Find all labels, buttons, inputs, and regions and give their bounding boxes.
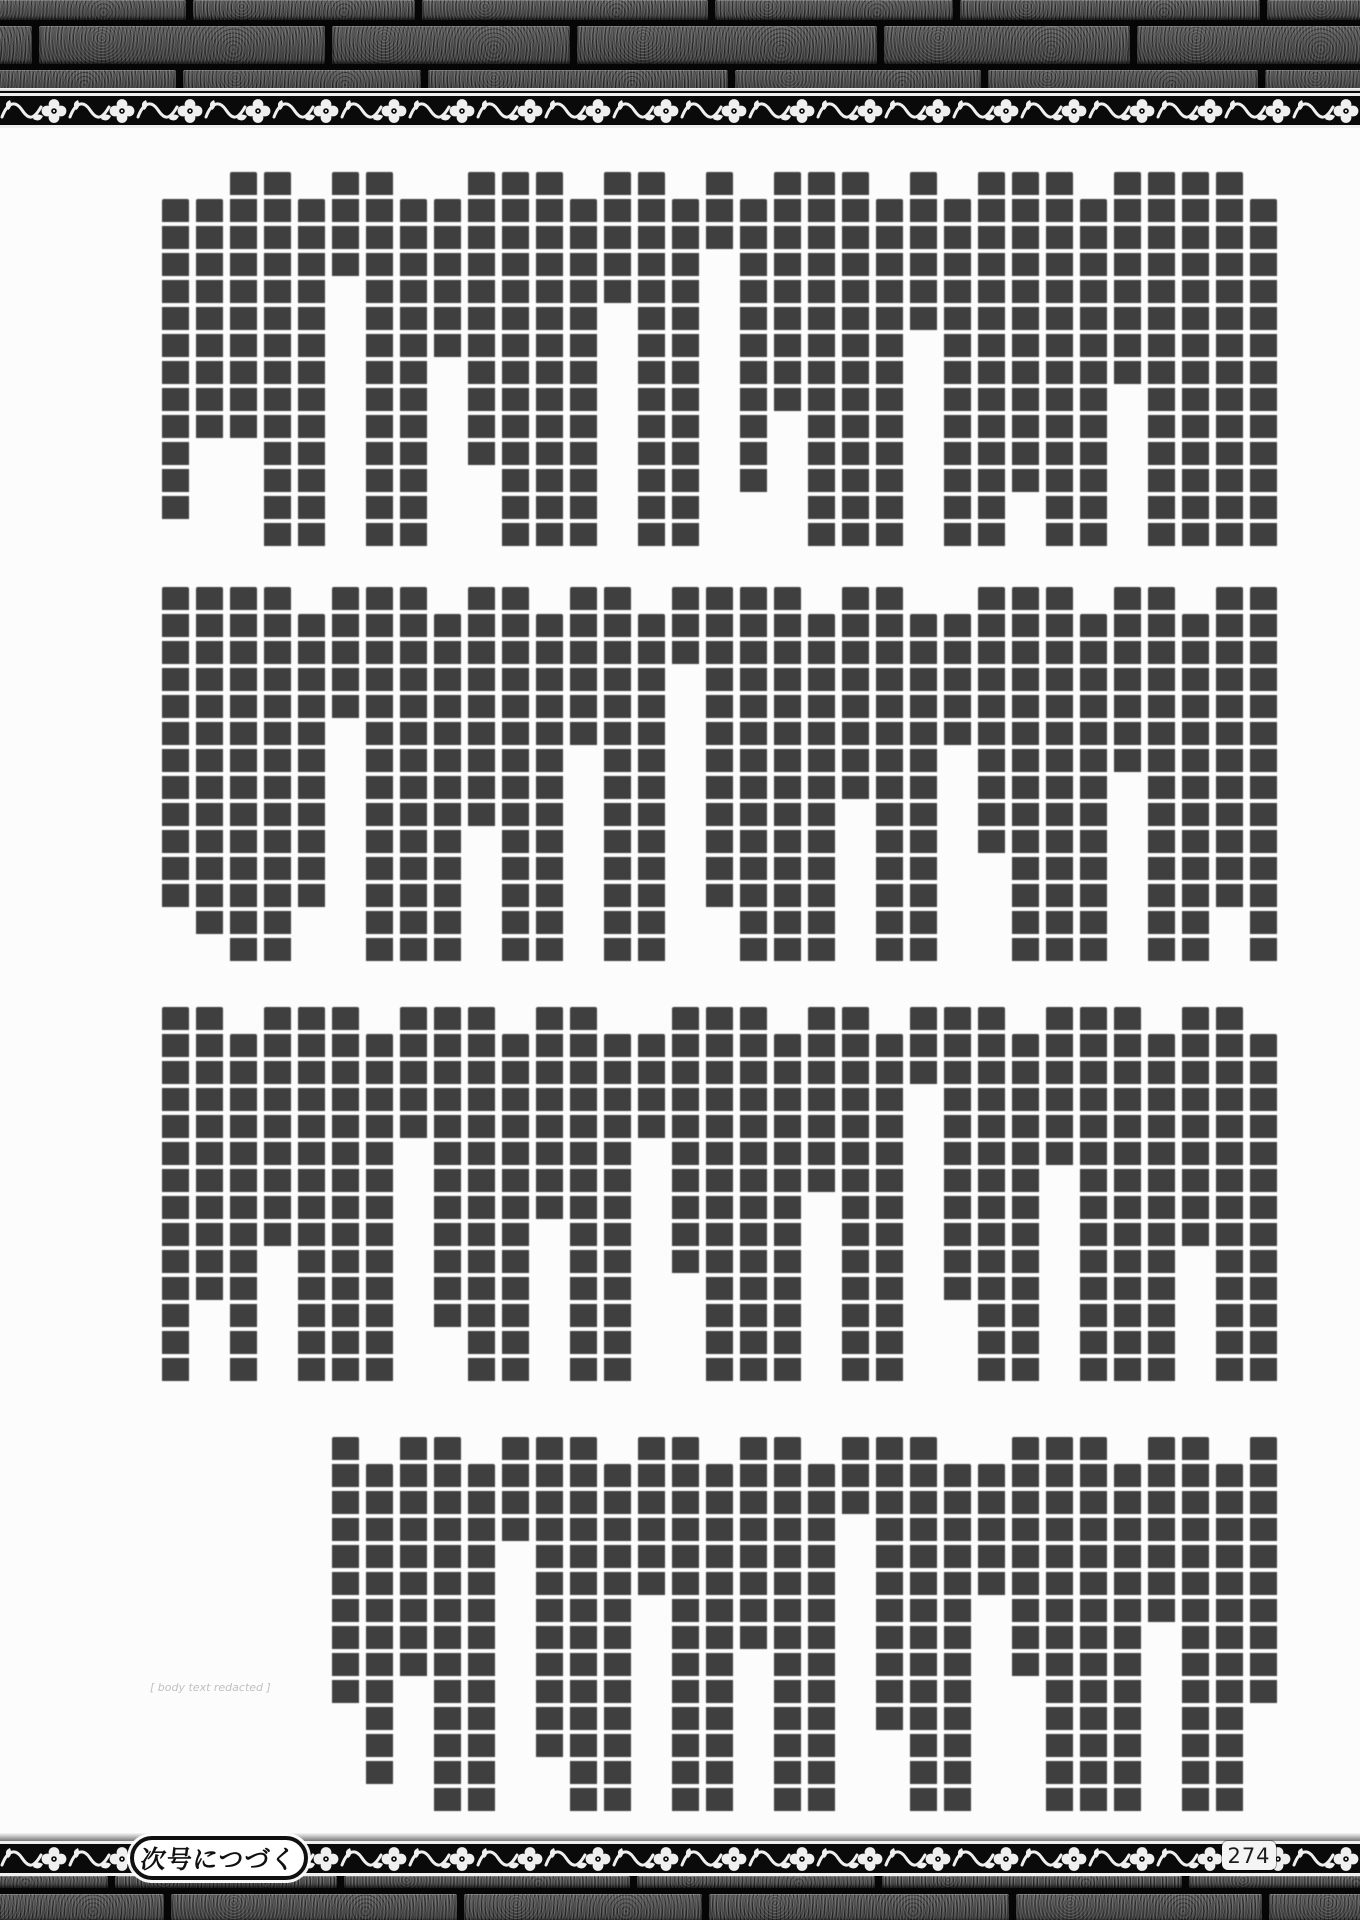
redacted-text-column (1046, 587, 1073, 965)
flower-vine-ornament-icon (544, 98, 612, 124)
redacted-text-column (298, 199, 325, 550)
continued-next-issue-label (130, 1836, 308, 1880)
floral-ornament-band-top (0, 93, 1360, 128)
redacted-text-column (910, 1007, 937, 1088)
redacted-text-column (162, 1007, 189, 1385)
redacted-text-column (910, 614, 937, 965)
redacted-text-column (740, 199, 767, 496)
flower-vine-ornament-icon (884, 1846, 952, 1872)
redacted-text-column (468, 587, 495, 830)
brick (715, 0, 953, 20)
redacted-text-column (1148, 172, 1175, 550)
brick-row (0, 26, 1360, 64)
flower-vine-ornament-icon (476, 1846, 544, 1872)
brick (709, 1894, 1009, 1920)
redacted-text-column (842, 172, 869, 550)
redacted-text-column (808, 614, 835, 965)
redacted-text-column (162, 587, 189, 911)
redacted-text-column (298, 1007, 325, 1385)
redacted-text-column (706, 587, 733, 911)
redacted-text-column (502, 1437, 529, 1545)
brick-row (0, 1894, 1360, 1920)
brick-row (0, 0, 1360, 20)
redacted-text-column (332, 1437, 359, 1707)
redacted-text-column (1216, 1007, 1243, 1385)
redacted-text-column (230, 172, 257, 442)
redacted-text-column (502, 1034, 529, 1385)
flower-vine-ornament-icon (1156, 98, 1224, 124)
redacted-text-column (366, 587, 393, 965)
redacted-text-column (400, 1437, 427, 1680)
text-band-4 (140, 1437, 1277, 1819)
flower-vine-ornament-icon (816, 98, 884, 124)
brick (884, 26, 1130, 64)
redacted-text-column (808, 172, 835, 550)
redacted-text-column (1080, 614, 1107, 965)
redacted-text-column (1182, 1437, 1209, 1815)
redacted-text-column (1046, 172, 1073, 550)
redacted-text-column (570, 199, 597, 550)
redacted-text-column (1080, 1437, 1107, 1815)
brick (637, 1876, 875, 1888)
redacted-text-column (808, 1464, 835, 1815)
brick (988, 70, 1258, 88)
flower-vine-ornament-icon (612, 1846, 680, 1872)
redacted-text-column (638, 172, 665, 550)
redacted-text-column (774, 1437, 801, 1815)
text-band-3 (140, 1007, 1277, 1389)
redacted-text-column (1012, 1437, 1039, 1680)
redacted-text-column (774, 172, 801, 415)
brick (0, 0, 186, 20)
redacted-text-column (672, 1437, 699, 1815)
redacted-text-column (366, 1034, 393, 1385)
redacted-text-column (978, 1464, 1005, 1599)
redacted-text-column (876, 587, 903, 965)
flower-vine-ornament-icon (884, 98, 952, 124)
redacted-text-column (468, 172, 495, 469)
redacted-text-column (774, 587, 801, 965)
brick (464, 1894, 702, 1920)
redacted-text-column (1182, 614, 1209, 965)
redacted-text-column (978, 172, 1005, 550)
redacted-text-column (1250, 199, 1277, 550)
redacted-text-column (536, 614, 563, 965)
redacted-text-column (264, 1007, 291, 1250)
redacted-text-column (1148, 587, 1175, 965)
flower-vine-ornament-icon (136, 98, 204, 124)
flower-vine-ornament-icon (952, 98, 1020, 124)
brick (39, 26, 325, 64)
redacted-text-column (638, 614, 665, 965)
redacted-text-column (706, 172, 733, 253)
redacted-text-column (808, 1007, 835, 1196)
brick-header (0, 0, 1360, 88)
brick (1137, 26, 1360, 64)
redacted-text-column (604, 1464, 631, 1815)
brick (0, 70, 176, 88)
brick (428, 70, 728, 88)
flower-vine-ornament-icon (340, 1846, 408, 1872)
brick (0, 1894, 164, 1920)
flower-vine-ornament-icon (680, 1846, 748, 1872)
brick (0, 1876, 108, 1888)
flower-vine-ornament-icon (1156, 1846, 1224, 1872)
redacted-text-column (1114, 1464, 1141, 1815)
page-number-badge (1222, 1841, 1276, 1870)
redacted-text-column (196, 199, 223, 442)
redacted-text-column (706, 1007, 733, 1385)
flower-vine-ornament-icon (408, 98, 476, 124)
redacted-text-column (366, 172, 393, 550)
brick (577, 26, 877, 64)
redacted-text-column (672, 199, 699, 550)
flower-vine-ornament-icon (748, 1846, 816, 1872)
brick (1267, 0, 1360, 20)
redacted-text-column (876, 1437, 903, 1734)
redacted-text-column (740, 1437, 767, 1653)
redacted-text-column (910, 172, 937, 334)
redacted-text-column (536, 1437, 563, 1761)
redacted-text-column (570, 1007, 597, 1385)
brick (422, 0, 708, 20)
redacted-text-column (944, 199, 971, 550)
flower-vine-ornament-icon (1020, 98, 1088, 124)
redacted-text-column (604, 1034, 631, 1385)
redacted-text-column (230, 587, 257, 965)
flower-vine-ornament-icon (544, 1846, 612, 1872)
redacted-text-column (196, 587, 223, 938)
redacted-text-column (400, 199, 427, 550)
redacted-text-column (570, 1437, 597, 1815)
flower-vine-ornament-icon (680, 98, 748, 124)
brick (882, 1876, 1182, 1888)
brick (332, 26, 570, 64)
brick (1269, 1894, 1360, 1920)
redacted-text-column (876, 199, 903, 550)
redacted-text-column (1216, 172, 1243, 550)
brick (183, 70, 421, 88)
flower-vine-ornament-icon (748, 98, 816, 124)
redacted-text-column (1080, 1007, 1107, 1385)
redacted-text-column (740, 587, 767, 965)
redacted-text-column (1080, 199, 1107, 550)
flower-vine-ornament-icon (68, 98, 136, 124)
brick (0, 26, 32, 64)
brick (735, 70, 981, 88)
redacted-text-column (502, 172, 529, 550)
redacted-text-column (570, 587, 597, 749)
redacted-text-column (672, 1007, 699, 1277)
flower-vine-ornament-icon (1020, 1846, 1088, 1872)
redacted-text-column (1250, 587, 1277, 965)
redacted-text-column (332, 1007, 359, 1385)
flower-vine-ornament-icon (1292, 1846, 1360, 1872)
redacted-text-column (1114, 587, 1141, 776)
redacted-text-column (672, 587, 699, 668)
redacted-text-column (434, 1437, 461, 1815)
redacted-text-column (536, 172, 563, 550)
text-band-1 (140, 172, 1277, 554)
redacted-text-column (468, 1464, 495, 1815)
redacted-text-column (706, 1464, 733, 1815)
redacted-text-column (162, 199, 189, 523)
redacted-text-column (1012, 587, 1039, 965)
redacted-text-column (638, 1437, 665, 1599)
redacted-text-column (842, 587, 869, 803)
redacted-text-column (1046, 1437, 1073, 1815)
redacted-text-column (1114, 172, 1141, 388)
redacted-text-column (1182, 1007, 1209, 1250)
redacted-text-column (230, 1034, 257, 1385)
redacted-text-column (1250, 1034, 1277, 1385)
flower-vine-ornament-icon (0, 1846, 68, 1872)
redacted-text-column (332, 587, 359, 722)
brick-row (0, 70, 1360, 88)
brick (1189, 1876, 1360, 1888)
redacted-text-column (1046, 1007, 1073, 1169)
redacted-text-column (1114, 1007, 1141, 1385)
redacted-text-column (944, 1007, 971, 1304)
flower-vine-ornament-icon (68, 1846, 136, 1872)
redacted-text-column (604, 172, 631, 307)
redacted-text-column (1148, 1437, 1175, 1626)
brick (960, 0, 1260, 20)
flower-vine-ornament-icon (952, 1846, 1020, 1872)
redacted-text-column (638, 1034, 665, 1142)
redacted-text-column (366, 1464, 393, 1788)
flower-vine-ornament-icon (1292, 98, 1360, 124)
redacted-text-column (400, 1007, 427, 1142)
redacted-text-column (196, 1007, 223, 1304)
redacted-text-column (1250, 1437, 1277, 1707)
redacted-text-column (502, 587, 529, 965)
redacted-text-column (1012, 1034, 1039, 1385)
redacted-text-column (944, 1464, 971, 1815)
flower-vine-ornament-icon (204, 98, 272, 124)
flower-vine-ornament-icon (272, 98, 340, 124)
flower-vine-ornament-icon (1224, 98, 1292, 124)
redacted-text-column (434, 614, 461, 965)
flower-vine-ornament-icon (408, 1846, 476, 1872)
redacted-text-column (604, 587, 631, 965)
continued-next-issue-text: 次号につづく (139, 1845, 299, 1874)
redacted-text-column (536, 1007, 563, 1223)
redacted-text-column (910, 1437, 937, 1815)
redacted-text-column (1012, 172, 1039, 496)
brick (344, 1876, 630, 1888)
redacted-text-column (434, 1007, 461, 1331)
flower-vine-ornament-icon (340, 98, 408, 124)
flower-vine-ornament-icon (476, 98, 544, 124)
redacted-text-column (1216, 1464, 1243, 1815)
redacted-text-column (876, 1034, 903, 1385)
redacted-text-column (978, 587, 1005, 857)
redacted-text-column (332, 172, 359, 280)
redacted-text-column (1216, 587, 1243, 911)
page-number: 274 (1227, 1843, 1271, 1868)
redacted-text-column (978, 1007, 1005, 1385)
redacted-text-column (842, 1437, 869, 1518)
text-band-2 (140, 587, 1277, 969)
redacted-text-column (1182, 172, 1209, 550)
redaction-note: [ body text redacted ] (150, 1681, 271, 1694)
redacted-text-column (774, 1034, 801, 1385)
flower-vine-ornament-icon (1088, 1846, 1156, 1872)
flower-vine-ornament-icon (816, 1846, 884, 1872)
brick (1265, 70, 1360, 88)
redacted-text-column (1148, 1034, 1175, 1385)
flower-vine-ornament-icon (0, 98, 68, 124)
redacted-text-column (298, 614, 325, 911)
redacted-text-column (842, 1007, 869, 1385)
brick-footer (0, 1876, 1360, 1920)
redacted-text-column (400, 587, 427, 965)
redacted-text-column (468, 1007, 495, 1385)
brick (1016, 1894, 1262, 1920)
brick (171, 1894, 457, 1920)
redacted-text-column (264, 172, 291, 550)
redacted-text-column (740, 1007, 767, 1385)
flower-vine-ornament-icon (1088, 98, 1156, 124)
flower-vine-ornament-icon (612, 98, 680, 124)
redacted-text-column (264, 587, 291, 965)
redacted-text-column (944, 614, 971, 749)
redacted-text-column (434, 199, 461, 361)
brick (193, 0, 415, 20)
